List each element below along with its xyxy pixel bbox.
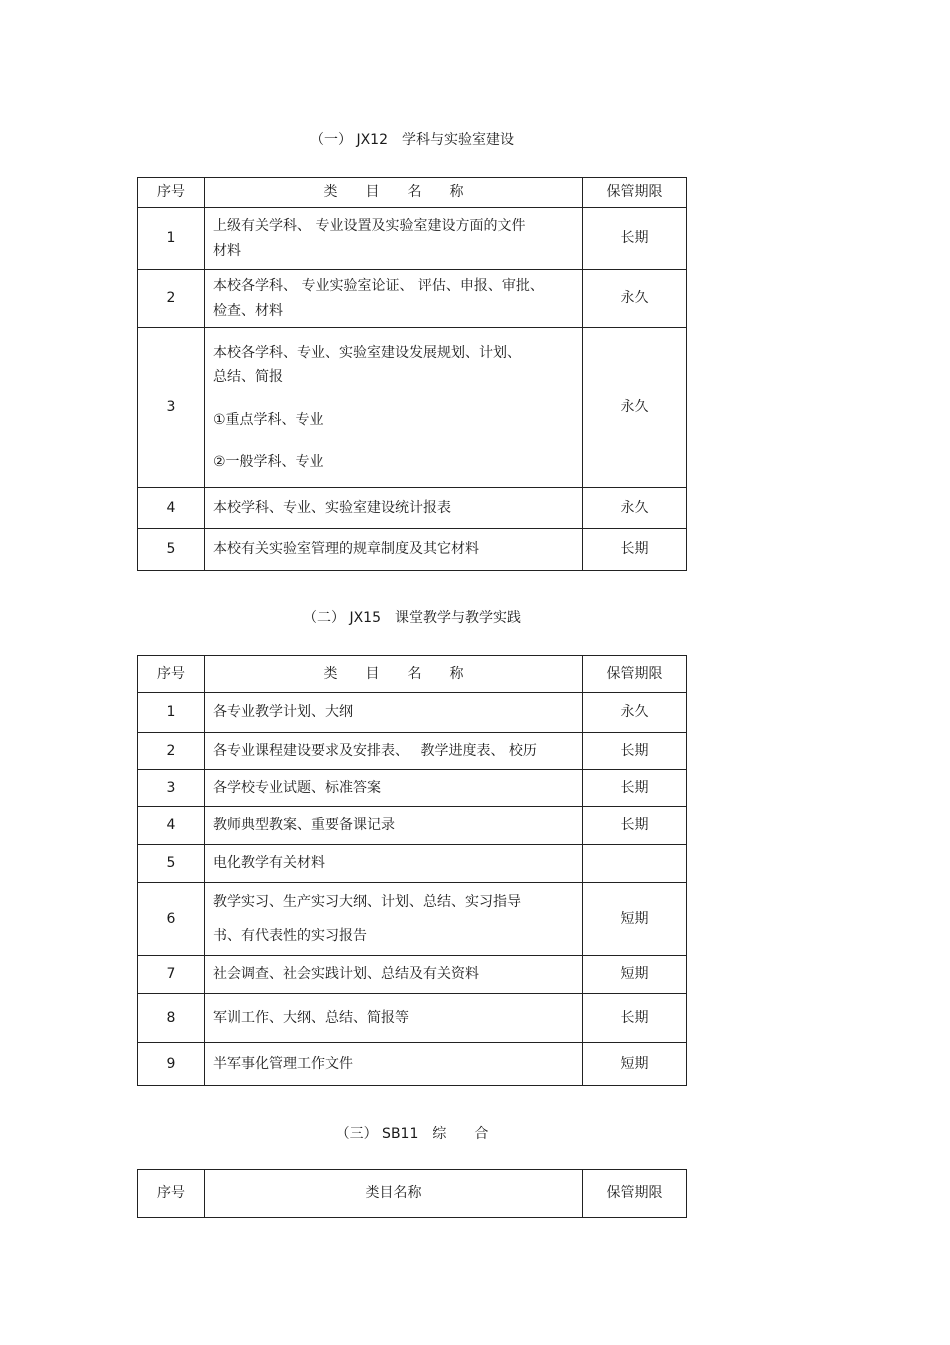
row-name: 社会调查、社会实践计划、总结及有关资料 [205, 956, 583, 994]
header-no: 序号 [138, 1170, 205, 1218]
sub-item: ①重点学科、专业 [213, 411, 324, 428]
table-row [138, 883, 687, 956]
row-no: 8 [138, 994, 205, 1043]
row-period: 短期 [583, 1043, 687, 1086]
row-period: 短期 [583, 883, 687, 956]
row-no: 1 [138, 208, 205, 270]
header-period: 保管期限 [583, 656, 687, 693]
row-name: 本校各学科、 专业实验室论证、 评估、申报、审批、 检查、材料 [205, 270, 583, 328]
header-name: 类目名称 [205, 1170, 583, 1218]
table-row [138, 208, 687, 270]
row-period: 长期 [583, 733, 687, 770]
row-no: 2 [138, 733, 205, 770]
table-row [138, 328, 687, 488]
row-name: 各学校专业试题、标准答案 [205, 770, 583, 807]
section1-table [137, 177, 687, 571]
row-period: 长期 [583, 529, 687, 571]
row-name: 本校学科、专业、实验室建设统计报表 [205, 488, 583, 529]
row-name: 本校有关实验室管理的规章制度及其它材料 [205, 529, 583, 571]
table-row [138, 807, 687, 845]
row-period: 永久 [583, 488, 687, 529]
table-row [138, 693, 687, 733]
table-row [138, 488, 687, 529]
row-name: 各专业课程建设要求及安排表、 教学进度表、 校历 [205, 733, 583, 770]
section3-title: （三） SB11 综 合 [335, 1126, 489, 1142]
row-name: 教师典型教案、重要备课记录 [205, 807, 583, 845]
row-no: 3 [138, 328, 205, 488]
table-header-row [138, 178, 687, 208]
table-header-row [138, 1170, 687, 1218]
table-row [138, 529, 687, 571]
header-period: 保管期限 [583, 178, 687, 208]
row-name: 电化教学有关材料 [205, 845, 583, 883]
header-name: 类 目 名 称 [205, 656, 583, 693]
row-period: 长期 [583, 208, 687, 270]
section2-title: （二） JX15 课堂教学与教学实践 [303, 610, 521, 626]
table-row [138, 770, 687, 807]
row-no: 6 [138, 883, 205, 956]
section2-table [137, 655, 687, 1086]
table-row [138, 845, 687, 883]
row-no: 2 [138, 270, 205, 328]
row-name: 本校各学科、专业、实验室建设发展规划、计划、 总结、简报 ①重点学科、专业 ②一般学科、专业 [205, 328, 583, 488]
table-header-row [138, 656, 687, 693]
row-period: 长期 [583, 807, 687, 845]
row-no: 1 [138, 693, 205, 733]
row-period: 永久 [583, 693, 687, 733]
row-name: 各专业教学计划、大纲 [205, 693, 583, 733]
row-no: 7 [138, 956, 205, 994]
row-no: 4 [138, 807, 205, 845]
header-no: 序号 [138, 656, 205, 693]
header-period: 保管期限 [583, 1170, 687, 1218]
row-no: 3 [138, 770, 205, 807]
section3-table [137, 1169, 687, 1218]
row-no: 5 [138, 529, 205, 571]
row-period: 永久 [583, 328, 687, 488]
header-no: 序号 [138, 178, 205, 208]
row-no: 9 [138, 1043, 205, 1086]
row-name: 军训工作、大纲、总结、简报等 [205, 994, 583, 1043]
section1-title: （一） JX12 学科与实验室建设 [310, 132, 514, 148]
row-no: 4 [138, 488, 205, 529]
row-period: 永久 [583, 270, 687, 328]
table-row [138, 956, 687, 994]
row-period: 长期 [583, 770, 687, 807]
row-period [583, 845, 687, 883]
row-period: 长期 [583, 994, 687, 1043]
table-row [138, 1043, 687, 1086]
row-name: 教学实习、生产实习大纲、计划、总结、实习指导 书、有代表性的实习报告 [205, 883, 583, 956]
row-no: 5 [138, 845, 205, 883]
header-name: 类 目 名 称 [205, 178, 583, 208]
row-name: 上级有关学科、 专业设置及实验室建设方面的文件 材料 [205, 208, 583, 270]
row-period: 短期 [583, 956, 687, 994]
row-name: 半军事化管理工作文件 [205, 1043, 583, 1086]
table-row [138, 994, 687, 1043]
table-row [138, 733, 687, 770]
sub-item: ②一般学科、专业 [213, 453, 324, 470]
table-row [138, 270, 687, 328]
